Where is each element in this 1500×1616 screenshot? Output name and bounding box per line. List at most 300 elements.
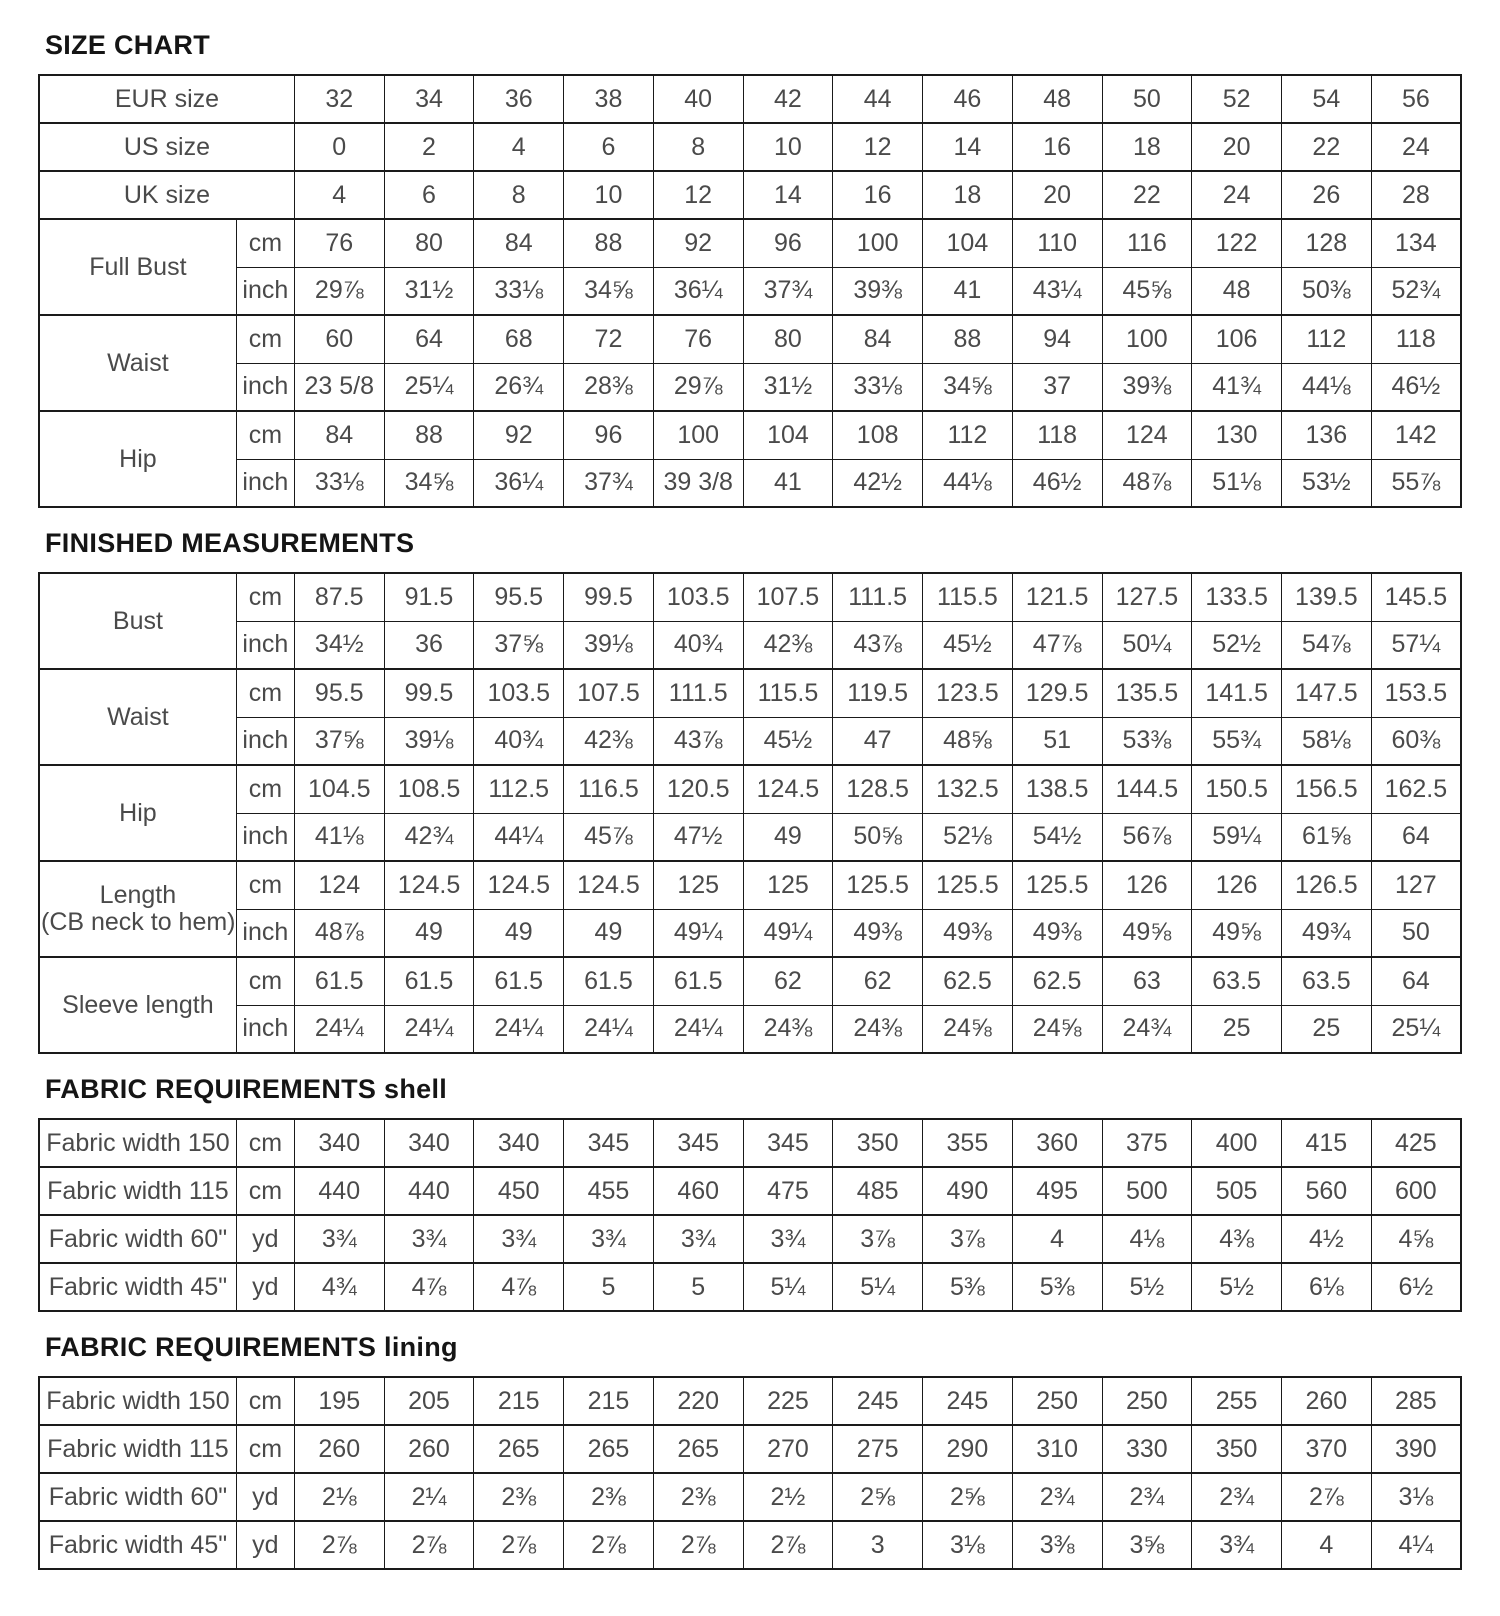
value-cell: 58⅛: [1281, 717, 1371, 765]
value-cell: 92: [474, 411, 564, 459]
value-cell: 88: [384, 411, 474, 459]
value-cell: 119.5: [833, 669, 923, 717]
value-cell: 5: [564, 1263, 654, 1311]
value-cell: 84: [833, 315, 923, 363]
table-row: [39, 957, 1461, 1005]
value-cell: 156.5: [1281, 765, 1371, 813]
value-cell: 99.5: [384, 669, 474, 717]
value-cell: 43⅞: [653, 717, 743, 765]
table-row: [39, 1377, 1461, 1425]
fabric-lining-table: [38, 1376, 1462, 1570]
value-cell: 48⅞: [1102, 459, 1192, 507]
value-cell: 52⅛: [923, 813, 1013, 861]
table-row: [39, 1473, 1461, 1521]
table-row: [39, 621, 1461, 669]
value-cell: 4¾: [294, 1263, 384, 1311]
unit-label: cm: [236, 1167, 294, 1215]
value-cell: 62.5: [923, 957, 1013, 1005]
value-cell: 52½: [1192, 621, 1282, 669]
value-cell: 2⅜: [653, 1473, 743, 1521]
value-cell: 2⅜: [564, 1473, 654, 1521]
value-cell: 20: [1192, 123, 1282, 171]
row-label: Waist: [39, 315, 236, 411]
value-cell: 45⅝: [1102, 267, 1192, 315]
value-cell: 2⅞: [474, 1521, 564, 1569]
row-label: Fabric width 60": [39, 1215, 236, 1263]
value-cell: 125: [653, 861, 743, 909]
value-cell: 118: [1371, 315, 1461, 363]
value-cell: 42: [743, 75, 833, 123]
value-cell: 3⅝: [1102, 1521, 1192, 1569]
value-cell: 147.5: [1281, 669, 1371, 717]
table-row: [39, 1119, 1461, 1167]
value-cell: 45½: [923, 621, 1013, 669]
value-cell: 142: [1371, 411, 1461, 459]
value-cell: 43¼: [1012, 267, 1102, 315]
value-cell: 24¼: [653, 1005, 743, 1053]
value-cell: 51: [1012, 717, 1102, 765]
value-cell: 63.5: [1281, 957, 1371, 1005]
value-cell: 270: [743, 1425, 833, 1473]
value-cell: 54: [1281, 75, 1371, 123]
value-cell: 310: [1012, 1425, 1102, 1473]
value-cell: 34⅝: [564, 267, 654, 315]
value-cell: 3¾: [653, 1215, 743, 1263]
value-cell: 275: [833, 1425, 923, 1473]
value-cell: 50: [1371, 909, 1461, 957]
value-cell: 145.5: [1371, 573, 1461, 621]
value-cell: 31½: [384, 267, 474, 315]
value-cell: 124.5: [743, 765, 833, 813]
value-cell: 56: [1371, 75, 1461, 123]
table-row: [39, 1215, 1461, 1263]
row-label: UK size: [39, 171, 294, 219]
value-cell: 28: [1371, 171, 1461, 219]
value-cell: 52¾: [1371, 267, 1461, 315]
value-cell: 45½: [743, 717, 833, 765]
value-cell: 490: [923, 1167, 1013, 1215]
value-cell: 29⅞: [653, 363, 743, 411]
value-cell: 64: [1371, 813, 1461, 861]
value-cell: 128: [1281, 219, 1371, 267]
value-cell: 3¾: [294, 1215, 384, 1263]
value-cell: 39 3/8: [653, 459, 743, 507]
value-cell: 18: [1102, 123, 1192, 171]
value-cell: 2⅝: [833, 1473, 923, 1521]
value-cell: 136: [1281, 411, 1371, 459]
value-cell: 46½: [1012, 459, 1102, 507]
value-cell: 2¾: [1012, 1473, 1102, 1521]
value-cell: 49: [743, 813, 833, 861]
value-cell: 127: [1371, 861, 1461, 909]
value-cell: 39⅜: [1102, 363, 1192, 411]
row-label: Fabric width 150: [39, 1119, 236, 1167]
value-cell: 120.5: [653, 765, 743, 813]
value-cell: 40: [653, 75, 743, 123]
row-label: Waist: [39, 669, 236, 765]
value-cell: 250: [1012, 1377, 1102, 1425]
unit-label: cm: [236, 573, 294, 621]
value-cell: 138.5: [1012, 765, 1102, 813]
unit-label: cm: [236, 669, 294, 717]
value-cell: 37: [1012, 363, 1102, 411]
value-cell: 135.5: [1102, 669, 1192, 717]
value-cell: 415: [1281, 1119, 1371, 1167]
value-cell: 96: [564, 411, 654, 459]
value-cell: 48⅝: [923, 717, 1013, 765]
value-cell: 215: [474, 1377, 564, 1425]
value-cell: 18: [923, 171, 1013, 219]
table-row: [39, 717, 1461, 765]
value-cell: 37⅝: [294, 717, 384, 765]
value-cell: 61.5: [474, 957, 564, 1005]
value-cell: 345: [564, 1119, 654, 1167]
value-cell: 600: [1371, 1167, 1461, 1215]
value-cell: 54⅞: [1281, 621, 1371, 669]
value-cell: 62: [833, 957, 923, 1005]
table-row: [39, 411, 1461, 459]
value-cell: 126: [1102, 861, 1192, 909]
value-cell: 5¼: [743, 1263, 833, 1311]
value-cell: 49¼: [743, 909, 833, 957]
value-cell: 485: [833, 1167, 923, 1215]
value-cell: 33⅛: [833, 363, 923, 411]
value-cell: 2⅝: [923, 1473, 1013, 1521]
value-cell: 3⅛: [923, 1521, 1013, 1569]
value-cell: 23 5/8: [294, 363, 384, 411]
value-cell: 330: [1102, 1425, 1192, 1473]
value-cell: 103.5: [474, 669, 564, 717]
value-cell: 4½: [1281, 1215, 1371, 1263]
value-cell: 285: [1371, 1377, 1461, 1425]
value-cell: 220: [653, 1377, 743, 1425]
value-cell: 34: [384, 75, 474, 123]
value-cell: 33⅛: [474, 267, 564, 315]
value-cell: 48: [1192, 267, 1282, 315]
value-cell: 260: [294, 1425, 384, 1473]
value-cell: 4⅞: [384, 1263, 474, 1311]
value-cell: 49⅜: [923, 909, 1013, 957]
value-cell: 12: [653, 171, 743, 219]
value-cell: 37⅝: [474, 621, 564, 669]
value-cell: 111.5: [653, 669, 743, 717]
value-cell: 124.5: [384, 861, 474, 909]
value-cell: 49¼: [653, 909, 743, 957]
table-row: [39, 267, 1461, 315]
value-cell: 500: [1102, 1167, 1192, 1215]
value-cell: 95.5: [294, 669, 384, 717]
value-cell: 124: [294, 861, 384, 909]
value-cell: 41¾: [1192, 363, 1282, 411]
value-cell: 88: [564, 219, 654, 267]
value-cell: 4: [294, 171, 384, 219]
unit-label: inch: [236, 267, 294, 315]
value-cell: 40¾: [474, 717, 564, 765]
value-cell: 107.5: [564, 669, 654, 717]
value-cell: 88: [923, 315, 1013, 363]
value-cell: 36¼: [474, 459, 564, 507]
value-cell: 2⅞: [564, 1521, 654, 1569]
value-cell: 108: [833, 411, 923, 459]
unit-label: cm: [236, 957, 294, 1005]
value-cell: 57¼: [1371, 621, 1461, 669]
value-cell: 355: [923, 1119, 1013, 1167]
value-cell: 37¾: [743, 267, 833, 315]
value-cell: 3⅜: [1012, 1521, 1102, 1569]
value-cell: 50⅝: [833, 813, 923, 861]
value-cell: 2⅞: [743, 1521, 833, 1569]
value-cell: 2¼: [384, 1473, 474, 1521]
value-cell: 32: [294, 75, 384, 123]
value-cell: 63.5: [1192, 957, 1282, 1005]
row-label: Fabric width 45": [39, 1521, 236, 1569]
value-cell: 4: [474, 123, 564, 171]
value-cell: 260: [384, 1425, 474, 1473]
value-cell: 61.5: [294, 957, 384, 1005]
value-cell: 24⅜: [743, 1005, 833, 1053]
value-cell: 3¾: [474, 1215, 564, 1263]
unit-label: yd: [236, 1521, 294, 1569]
value-cell: 54½: [1012, 813, 1102, 861]
value-cell: 2¾: [1102, 1473, 1192, 1521]
value-cell: 260: [1281, 1377, 1371, 1425]
value-cell: 52: [1192, 75, 1282, 123]
value-cell: 64: [384, 315, 474, 363]
value-cell: 112: [1281, 315, 1371, 363]
value-cell: 24¾: [1102, 1005, 1192, 1053]
value-cell: 72: [564, 315, 654, 363]
value-cell: 24¼: [474, 1005, 564, 1053]
row-label: Fabric width 150: [39, 1377, 236, 1425]
value-cell: 24⅝: [923, 1005, 1013, 1053]
value-cell: 59¼: [1192, 813, 1282, 861]
value-cell: 14: [923, 123, 1013, 171]
value-cell: 104: [743, 411, 833, 459]
value-cell: 61.5: [564, 957, 654, 1005]
unit-label: cm: [236, 765, 294, 813]
row-label: Fabric width 115: [39, 1425, 236, 1473]
value-cell: 3¾: [564, 1215, 654, 1263]
size-chart-table: [38, 74, 1462, 508]
value-cell: 2⅜: [474, 1473, 564, 1521]
table-row: [39, 1167, 1461, 1215]
fabric-shell-title: FABRIC REQUIREMENTS shell: [45, 1074, 448, 1104]
value-cell: 100: [1102, 315, 1192, 363]
value-cell: 340: [384, 1119, 474, 1167]
value-cell: 495: [1012, 1167, 1102, 1215]
value-cell: 115.5: [743, 669, 833, 717]
value-cell: 33⅛: [294, 459, 384, 507]
value-cell: 450: [474, 1167, 564, 1215]
unit-label: cm: [236, 1119, 294, 1167]
value-cell: 44⅛: [1281, 363, 1371, 411]
value-cell: 5: [653, 1263, 743, 1311]
value-cell: 360: [1012, 1119, 1102, 1167]
value-cell: 47: [833, 717, 923, 765]
row-label: Hip: [39, 765, 236, 861]
value-cell: 2⅞: [1281, 1473, 1371, 1521]
value-cell: 123.5: [923, 669, 1013, 717]
value-cell: 55¾: [1192, 717, 1282, 765]
value-cell: 44⅛: [923, 459, 1013, 507]
value-cell: 16: [1012, 123, 1102, 171]
value-cell: 162.5: [1371, 765, 1461, 813]
value-cell: 50⅜: [1281, 267, 1371, 315]
value-cell: 24¼: [564, 1005, 654, 1053]
value-cell: 350: [833, 1119, 923, 1167]
value-cell: 115.5: [923, 573, 1013, 621]
value-cell: 225: [743, 1377, 833, 1425]
value-cell: 16: [833, 171, 923, 219]
value-cell: 440: [384, 1167, 474, 1215]
value-cell: 112.5: [474, 765, 564, 813]
value-cell: 42¾: [384, 813, 474, 861]
value-cell: 100: [653, 411, 743, 459]
value-cell: 124.5: [564, 861, 654, 909]
value-cell: 76: [294, 219, 384, 267]
value-cell: 28⅜: [564, 363, 654, 411]
value-cell: 127.5: [1102, 573, 1192, 621]
value-cell: 250: [1102, 1377, 1192, 1425]
value-cell: 125.5: [923, 861, 1013, 909]
value-cell: 144.5: [1102, 765, 1192, 813]
value-cell: 139.5: [1281, 573, 1371, 621]
value-cell: 49: [474, 909, 564, 957]
value-cell: 51⅛: [1192, 459, 1282, 507]
value-cell: 290: [923, 1425, 1013, 1473]
value-cell: 4⅝: [1371, 1215, 1461, 1263]
value-cell: 3¾: [384, 1215, 474, 1263]
value-cell: 106: [1192, 315, 1282, 363]
value-cell: 3: [833, 1521, 923, 1569]
value-cell: 12: [833, 123, 923, 171]
value-cell: 26¾: [474, 363, 564, 411]
row-label: EUR size: [39, 75, 294, 123]
value-cell: 84: [474, 219, 564, 267]
value-cell: 84: [294, 411, 384, 459]
value-cell: 2: [384, 123, 474, 171]
unit-label: cm: [236, 411, 294, 459]
value-cell: 150.5: [1192, 765, 1282, 813]
value-cell: 24⅜: [833, 1005, 923, 1053]
value-cell: 5⅜: [1012, 1263, 1102, 1311]
value-cell: 2¾: [1192, 1473, 1282, 1521]
value-cell: 4⅞: [474, 1263, 564, 1311]
unit-label: yd: [236, 1263, 294, 1311]
value-cell: 10: [743, 123, 833, 171]
unit-label: yd: [236, 1473, 294, 1521]
unit-label: cm: [236, 861, 294, 909]
value-cell: 60⅜: [1371, 717, 1461, 765]
value-cell: 116: [1102, 219, 1192, 267]
unit-label: inch: [236, 813, 294, 861]
unit-label: inch: [236, 1005, 294, 1053]
unit-label: inch: [236, 363, 294, 411]
value-cell: 53½: [1281, 459, 1371, 507]
value-cell: 99.5: [564, 573, 654, 621]
row-label: US size: [39, 123, 294, 171]
section-finished-measurements: [38, 528, 1462, 1054]
value-cell: 5½: [1102, 1263, 1192, 1311]
value-cell: 375: [1102, 1119, 1192, 1167]
value-cell: 112: [923, 411, 1013, 459]
unit-label: cm: [236, 1377, 294, 1425]
value-cell: 265: [474, 1425, 564, 1473]
fabric-lining-title: FABRIC REQUIREMENTS lining: [45, 1332, 458, 1362]
unit-label: inch: [236, 717, 294, 765]
value-cell: 110: [1012, 219, 1102, 267]
value-cell: 118: [1012, 411, 1102, 459]
table-row: [39, 1425, 1461, 1473]
value-cell: 25¼: [1371, 1005, 1461, 1053]
value-cell: 36¼: [653, 267, 743, 315]
row-label: Fabric width 115: [39, 1167, 236, 1215]
value-cell: 130: [1192, 411, 1282, 459]
value-cell: 22: [1102, 171, 1192, 219]
value-cell: 245: [923, 1377, 1013, 1425]
value-cell: 8: [653, 123, 743, 171]
value-cell: 4⅛: [1102, 1215, 1192, 1263]
value-cell: 129.5: [1012, 669, 1102, 717]
value-cell: 4¼: [1371, 1521, 1461, 1569]
value-cell: 125.5: [1012, 861, 1102, 909]
fabric-shell-table: [38, 1118, 1462, 1312]
value-cell: 61⅝: [1281, 813, 1371, 861]
table-row: [39, 1263, 1461, 1311]
value-cell: 53⅜: [1102, 717, 1192, 765]
value-cell: 3⅞: [923, 1215, 1013, 1263]
value-cell: 0: [294, 123, 384, 171]
value-cell: 49⅜: [833, 909, 923, 957]
value-cell: 3⅛: [1371, 1473, 1461, 1521]
value-cell: 133.5: [1192, 573, 1282, 621]
value-cell: 132.5: [923, 765, 1013, 813]
value-cell: 3¾: [1192, 1521, 1282, 1569]
value-cell: 34⅝: [923, 363, 1013, 411]
row-label: Bust: [39, 573, 236, 669]
value-cell: 350: [1192, 1425, 1282, 1473]
value-cell: 8: [474, 171, 564, 219]
value-cell: 104: [923, 219, 1013, 267]
value-cell: 153.5: [1371, 669, 1461, 717]
value-cell: 95.5: [474, 573, 564, 621]
value-cell: 3¾: [743, 1215, 833, 1263]
value-cell: 5¼: [833, 1263, 923, 1311]
value-cell: 49¾: [1281, 909, 1371, 957]
value-cell: 49: [384, 909, 474, 957]
value-cell: 41⅛: [294, 813, 384, 861]
value-cell: 5½: [1192, 1263, 1282, 1311]
value-cell: 92: [653, 219, 743, 267]
finished-measurements-table: [38, 572, 1462, 1054]
value-cell: 64: [1371, 957, 1461, 1005]
value-cell: 425: [1371, 1119, 1461, 1167]
value-cell: 42⅜: [743, 621, 833, 669]
value-cell: 24⅝: [1012, 1005, 1102, 1053]
value-cell: 50: [1102, 75, 1192, 123]
value-cell: 560: [1281, 1167, 1371, 1215]
table-row: [39, 363, 1461, 411]
value-cell: 44¼: [474, 813, 564, 861]
value-cell: 41: [743, 459, 833, 507]
value-cell: 25: [1192, 1005, 1282, 1053]
value-cell: 340: [294, 1119, 384, 1167]
row-label: Length (CB neck to hem): [39, 861, 236, 957]
value-cell: 141.5: [1192, 669, 1282, 717]
value-cell: 4: [1012, 1215, 1102, 1263]
value-cell: 345: [743, 1119, 833, 1167]
value-cell: 265: [653, 1425, 743, 1473]
